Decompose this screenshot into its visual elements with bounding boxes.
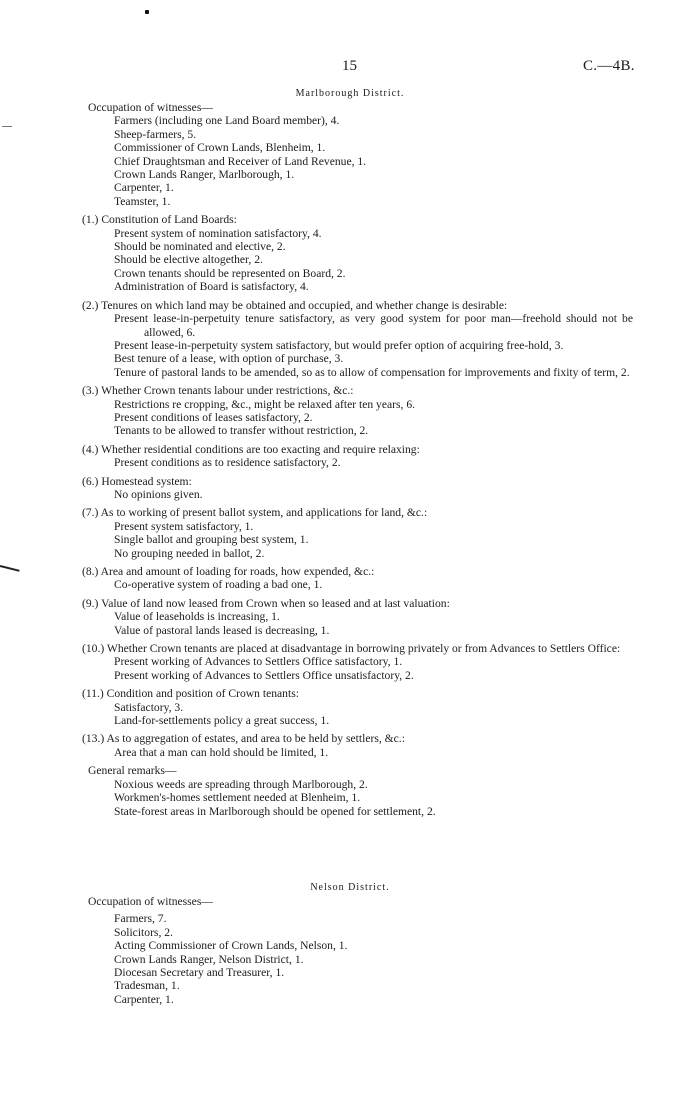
list-item: Solicitors, 2. xyxy=(114,925,173,939)
answer: Best tenure of a lease, with option of purchase, 3. xyxy=(114,352,344,366)
margin-mark xyxy=(2,126,12,127)
answer: Value of leaseholds is increasing, 1. xyxy=(114,610,280,624)
document-reference: C.—4B. xyxy=(583,58,635,74)
answer: Area that a man can hold should be limited, 1. xyxy=(114,745,329,759)
occupation-list xyxy=(88,912,633,1006)
answer: Present conditions as to residence satisfactory, 2. xyxy=(114,456,341,470)
list-item: Carpenter, 1. xyxy=(114,181,174,195)
question-item xyxy=(82,213,633,294)
question-item xyxy=(82,565,633,592)
question-label: (11.) Condition and position of Crown tenants: xyxy=(82,687,299,701)
answer: Should be elective altogether, 2. xyxy=(114,253,263,267)
answer: Present working of Advances to Settlers Office satisfactory, 1. xyxy=(114,655,403,669)
answer: Should be nominated and elective, 2. xyxy=(114,240,286,254)
answer: Co-operative system of roading a bad one, 1. xyxy=(114,578,323,592)
list-item: Noxious weeds are spreading through Marlborough, 2. xyxy=(114,777,368,791)
answer: No grouping needed in ballot, 2. xyxy=(114,546,265,560)
answer: Tenants to be allowed to transfer without restriction, 2. xyxy=(114,424,369,438)
list-item: Chief Draughtsman and Receiver of Land Revenue, 1. xyxy=(114,154,367,168)
list-item: Carpenter, 1. xyxy=(114,992,174,1006)
list-item: Sheep-farmers, 5. xyxy=(114,127,197,141)
question-label: (1.) Constitution of Land Boards: xyxy=(82,213,237,227)
answer: No opinions given. xyxy=(114,487,203,501)
answer: Present conditions of leases satisfactory, 2. xyxy=(114,410,313,424)
section-heading-marlborough: Marlborough District. xyxy=(295,88,405,99)
question-label: (9.) Value of land now leased from Crown when so leased and at last valuation: xyxy=(82,596,450,610)
question-item xyxy=(82,642,633,682)
marlborough-section xyxy=(82,101,633,818)
question-label: (8.) Area and amount of loading for roads, how expended, &c.: xyxy=(82,565,375,578)
list-item: Commissioner of Crown Lands, Blenheim, 1. xyxy=(114,141,326,155)
question-label: (10.) Whether Crown tenants are placed at disadvantage in borrowing privately or from Advances to Settlers Office: xyxy=(82,642,621,656)
list-item: Crown Lands Ranger, Marlborough, 1. xyxy=(114,168,295,182)
answer: Present lease-in-perpetuity system satisfactory, but would prefer option of acquiring free-hold, 3. xyxy=(114,338,564,352)
question-item xyxy=(82,732,633,759)
page-number: 15 xyxy=(342,58,357,74)
question-item xyxy=(82,687,633,728)
answer: Land-for-settlements policy a great success, 1. xyxy=(114,714,330,728)
list-item: State-forest areas in Marlborough should be opened for settlement, 2. xyxy=(114,804,436,818)
general-remarks xyxy=(88,764,633,818)
list-item: Acting Commissioner of Crown Lands, Nelson, 1. xyxy=(114,939,348,953)
question-label: (7.) As to working of present ballot system, and applications for land, &c.: xyxy=(82,506,428,520)
question-label: (3.) Whether Crown tenants labour under restrictions, &c.: xyxy=(82,384,354,398)
answer: Satisfactory, 3. xyxy=(114,700,184,714)
question-item xyxy=(82,298,633,379)
answer: Present working of Advances to Settlers Office unsatisfactory, 2. xyxy=(114,668,414,682)
general-remarks-label: General remarks— xyxy=(88,764,177,778)
section-heading-nelson: Nelson District. xyxy=(310,882,390,893)
answer: Restrictions re cropping, &c., might be relaxed after ten years, 6. xyxy=(114,397,416,411)
occupation-list xyxy=(88,114,633,208)
answer: Tenure of pastoral lands to be amended, so as to allow of compensation for improvements and fixity of term, 2. xyxy=(114,365,630,379)
answer: Present system of nomination satisfactory, 4. xyxy=(114,226,322,240)
answer: Value of pastoral lands leased is decreasing, 1. xyxy=(114,623,330,637)
question-item xyxy=(82,596,633,637)
margin-mark xyxy=(0,565,20,572)
ink-speck xyxy=(145,10,149,14)
list-item: Diocesan Secretary and Treasurer, 1. xyxy=(114,966,285,980)
list-item: Tradesman, 1. xyxy=(114,979,180,993)
answer: Single ballot and grouping best system, 1. xyxy=(114,533,309,547)
question-label: (13.) As to aggregation of estates, and area to be held by settlers, &c.: xyxy=(82,732,405,746)
question-item xyxy=(82,474,633,502)
answer: Present system satisfactory, 1. xyxy=(114,519,254,533)
question-item xyxy=(82,506,633,560)
question-item xyxy=(82,384,633,438)
question-item xyxy=(82,442,633,470)
question-label: (4.) Whether residential conditions are too exacting and require relaxing: xyxy=(82,442,420,456)
list-item: Teamster, 1. xyxy=(114,194,171,208)
answer: Administration of Board is satisfactory, 4. xyxy=(114,280,309,294)
nelson-section xyxy=(88,895,633,1006)
list-item: Workmen's-homes settlement needed at Blenheim, 1. xyxy=(114,791,361,805)
question-label: (6.) Homestead system: xyxy=(82,474,192,488)
occupation-label: Occupation of witnesses— xyxy=(88,895,213,908)
list-item: Farmers, 7. xyxy=(114,912,167,926)
answer: Crown tenants should be represented on Board, 2. xyxy=(114,266,346,280)
list-item: Crown Lands Ranger, Nelson District, 1. xyxy=(114,952,304,966)
list-item: Farmers (including one Land Board member), 4. xyxy=(114,114,340,128)
question-label: (2.) Tenures on which land may be obtained and occupied, and whether change is desirable: xyxy=(82,298,508,312)
answer: Present lease-in-perpetuity tenure satisfactory, as very good system for poor man—freehold should not be allowed, 6. xyxy=(114,312,633,339)
occupation-label: Occupation of witnesses— xyxy=(88,101,213,114)
